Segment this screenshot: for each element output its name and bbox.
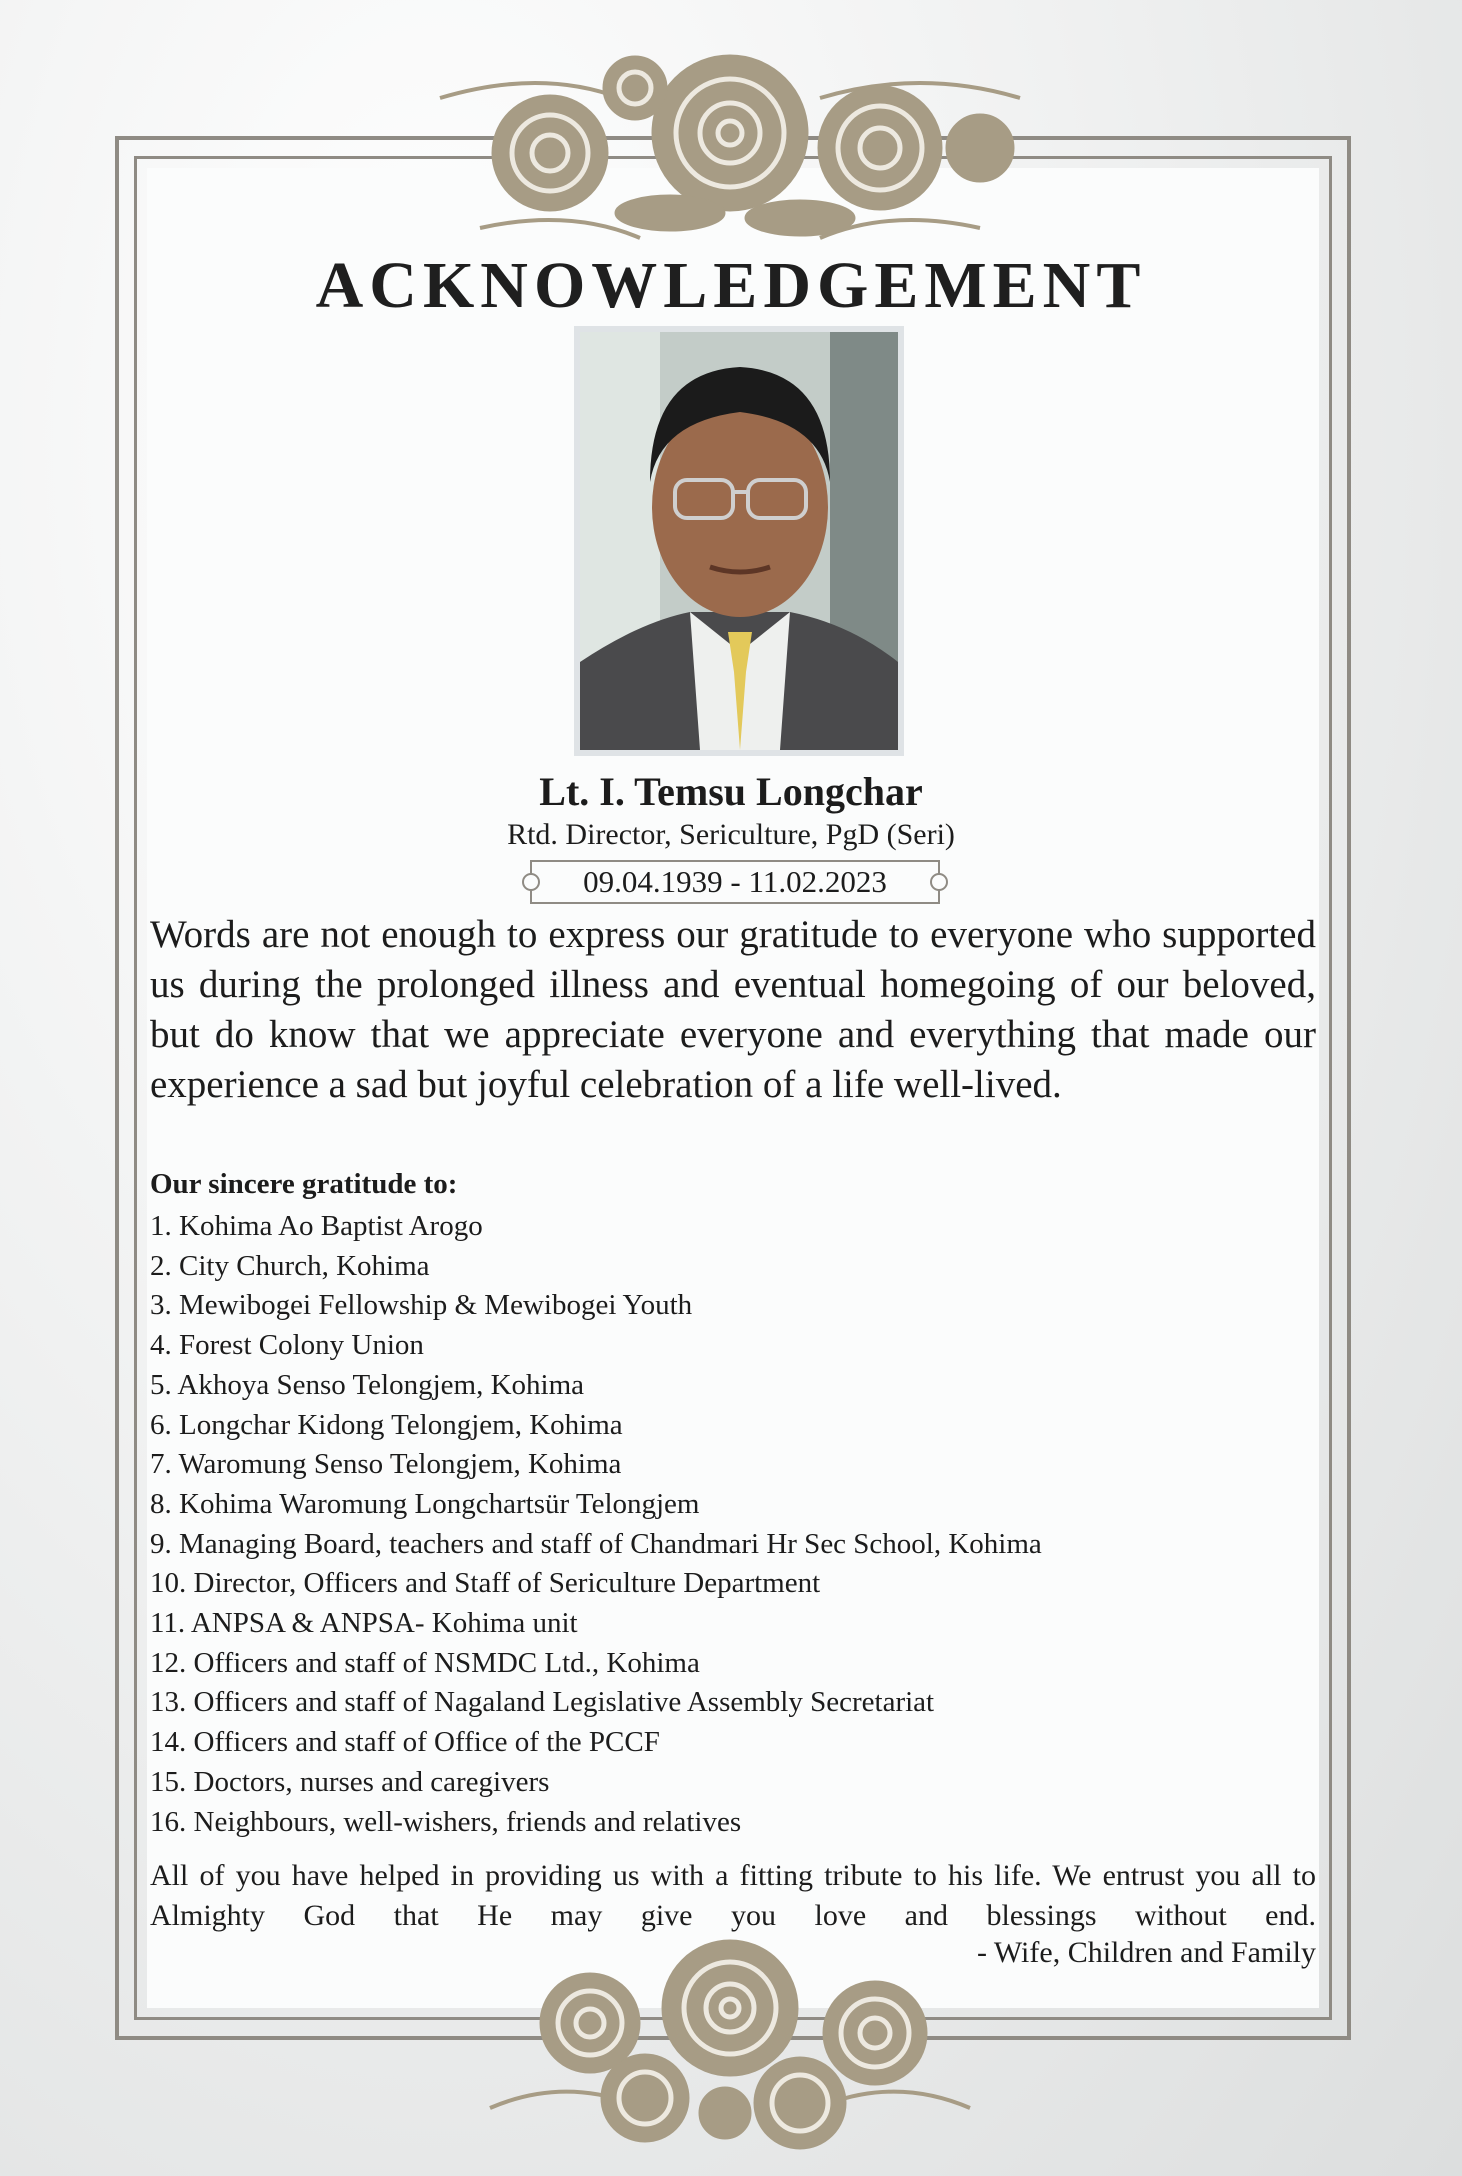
list-item: 12. Officers and staff of NSMDC Ltd., Kohima <box>150 1646 700 1679</box>
list-item: 5. Akhoya Senso Telongjem, Kohima <box>150 1368 585 1401</box>
list-item: 3. Mewibogei Fellowship & Mewibogei Youth <box>150 1289 693 1322</box>
list-item: 10. Director, Officers and Staff of Sericulture Department <box>150 1567 821 1600</box>
list-item: 15. Doctors, nurses and caregivers <box>150 1765 550 1798</box>
list-item: 16. Neighbours, well-wishers, friends and relatives <box>150 1805 742 1838</box>
page-title: ACKNOWLEDGEMENT <box>315 249 1147 322</box>
list-item: 7. Waromung Senso Telongjem, Kohima <box>150 1448 622 1481</box>
top-rose-ornament <box>420 28 1040 278</box>
gratitude-list <box>150 1207 1042 1842</box>
life-dates: 09.04.1939 - 11.02.2023 <box>530 860 940 904</box>
deceased-designation: Rtd. Director, Sericulture, PgD (Seri) <box>507 818 955 851</box>
list-item: 6. Longchar Kidong Telongjem, Kohima <box>150 1408 623 1441</box>
list-item: 14. Officers and staff of Office of the PCCF <box>150 1726 660 1759</box>
list-item: 11. ANPSA & ANPSA- Kohima unit <box>150 1607 578 1640</box>
signoff: - Wife, Children and Family <box>976 1936 1316 1969</box>
list-item: 9. Managing Board, teachers and staff of Chandmari Hr Sec School, Kohima <box>150 1527 1042 1560</box>
portrait-photo <box>574 326 904 756</box>
bottom-rose-ornament <box>480 1928 980 2158</box>
list-item: 8. Kohima Waromung Longchartsür Telongjem <box>150 1487 700 1520</box>
list-item: 2. City Church, Kohima <box>150 1249 430 1282</box>
list-item: 13. Officers and staff of Nagaland Legislative Assembly Secretariat <box>150 1686 935 1719</box>
closing-paragraph: All of you have helped in providing us with a fitting tribute to his life. We entrust you all to Almighty God that He may give you love and blessings without end. <box>150 1859 1316 1932</box>
intro-paragraph: Words are not enough to express our gratitude to everyone who supported us during the prolonged illness and eventual homegoing of our beloved, but do know that we appreciate everyone and everything that made our experience a sad but joyful celebration of a life well-lived. <box>150 913 1316 1106</box>
list-item: 1. Kohima Ao Baptist Arogo <box>150 1210 483 1242</box>
list-item: 4. Forest Colony Union <box>150 1329 424 1362</box>
gratitude-heading: Our sincere gratitude to: <box>150 1168 458 1200</box>
deceased-name: Lt. I. Temsu Longchar <box>539 769 923 814</box>
